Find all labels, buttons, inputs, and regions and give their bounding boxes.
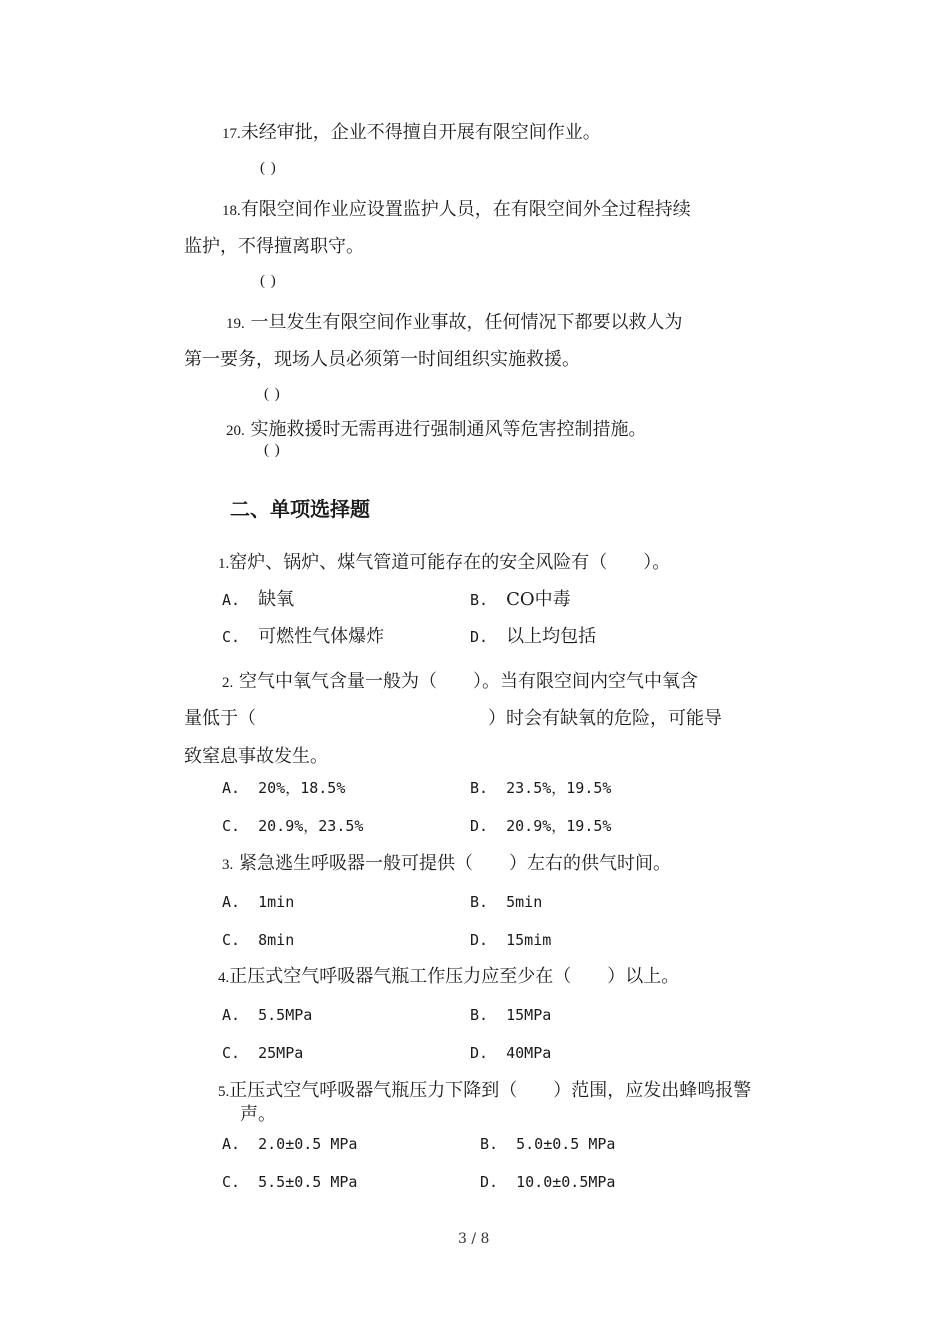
answer-blank: ( ) (264, 442, 281, 458)
question-text-continued: 监护，不得擅离职守。 (184, 236, 364, 257)
question-17 (222, 121, 601, 146)
option-d: D. 20.9%，19.5% (470, 817, 612, 835)
question-text-continued: 致窒息事故发生。 (184, 746, 328, 767)
mc-question-3 (222, 852, 671, 877)
option-b: B. 15MPa (470, 1006, 552, 1024)
question-text-continued: ）时会有缺氧的危险，可能导 (488, 708, 722, 729)
question-20 (226, 418, 646, 443)
question-text: 空气中氧气含量一般为（ ）。当有限空间内空气中氧含 (238, 671, 698, 692)
question-number: 17. (222, 126, 241, 142)
question-number: 5. (218, 1084, 230, 1100)
option-a: A. 缺氧 (222, 589, 295, 610)
question-text: 有限空间作业应设置监护人员，在有限空间外全过程持续 (240, 199, 691, 220)
option-c: C. 25MPa (222, 1044, 304, 1062)
option-c: C. 20.9%，23.5% (222, 817, 364, 835)
option-a: A. 2.0±0.5 MPa (222, 1135, 358, 1153)
mc-question-5 (218, 1079, 751, 1104)
mc-question-4 (218, 965, 679, 990)
option-c: C. 5.5±0.5 MPa (222, 1173, 358, 1191)
mc-question-2 (222, 670, 698, 695)
option-d: D. 40MPa (470, 1044, 552, 1062)
question-text-continued: 量低于（ (184, 708, 256, 729)
question-text: 正压式空气呼吸器气瓶压力下降到（ ）范围，应发出蜂鸣报警 (229, 1080, 752, 1101)
question-text: 紧急逃生呼吸器一般可提供（ ）左右的供气时间。 (238, 853, 671, 874)
option-b: B. CO中毒 (470, 589, 571, 610)
question-text-continued: 第一要务，现场人员必须第一时间组织实施救援。 (184, 349, 580, 370)
question-number: 3. (222, 857, 234, 873)
option-d: D. 15mim (470, 931, 552, 949)
option-c: C. 可燃性气体爆炸 (222, 626, 385, 647)
question-text: 未经审批，企业不得擅自开展有限空间作业。 (240, 122, 601, 143)
option-d: D. 10.0±0.5MPa (480, 1173, 616, 1191)
question-number: 1. (218, 556, 230, 572)
question-number: 19. (226, 316, 245, 332)
answer-blank: ( ) (260, 160, 277, 176)
section-title: 二、单项选择题 (230, 497, 370, 521)
option-b: B. 5min (470, 893, 543, 911)
option-d: D. 以上均包括 (470, 626, 597, 647)
page-number: 3 / 8 (458, 1231, 490, 1247)
option-a: A. 5.5MPa (222, 1006, 313, 1024)
option-a: A. 1min (222, 893, 295, 911)
question-number: 2. (222, 675, 234, 691)
option-b: B. 23.5%，19.5% (470, 779, 612, 797)
option-c: C. 8min (222, 931, 295, 949)
option-b: B. 5.0±0.5 MPa (480, 1135, 616, 1153)
option-a: A. 20%，18.5% (222, 779, 346, 797)
question-text-continued: 声。 (240, 1104, 276, 1125)
question-18 (222, 198, 691, 223)
question-19 (226, 311, 682, 336)
mc-question-1 (218, 551, 670, 576)
answer-blank: ( ) (264, 386, 281, 402)
question-number: 4. (218, 970, 230, 986)
question-number: 20. (226, 423, 245, 439)
question-text: 实施救援时无需再进行强制通风等危害控制措施。 (250, 419, 647, 440)
answer-blank: ( ) (260, 273, 277, 289)
question-text: 窑炉、锅炉、煤气管道可能存在的安全风险有（ ）。 (229, 552, 671, 573)
question-number: 18. (222, 203, 241, 219)
question-text: 正压式空气呼吸器气瓶工作压力应至少在（ ）以上。 (229, 966, 680, 987)
question-text: 一旦发生有限空间作业事故，任何情况下都要以救人为 (250, 312, 683, 333)
